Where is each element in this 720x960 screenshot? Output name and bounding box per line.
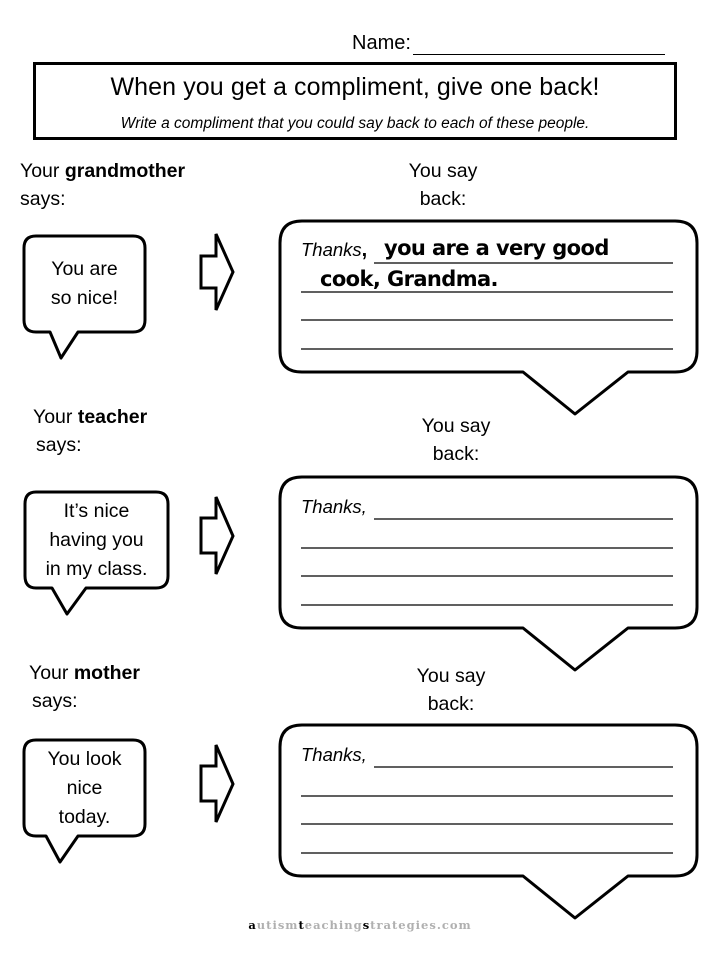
you-say-back-label: You say back: [408, 160, 478, 210]
arrow-right-icon [201, 745, 233, 822]
handwritten-answer-line-1[interactable]: you are a very good [384, 236, 609, 260]
page-title: When you get a compliment, give one back! [110, 73, 600, 101]
name-field[interactable] [352, 32, 665, 55]
thanks-prefix: Thanks, [301, 744, 367, 765]
answer-area-mother[interactable] [301, 744, 367, 766]
handwritten-answer-line-2[interactable]: cook, Grandma. [320, 267, 498, 291]
quote-teacher: It’s nice having you in my class. [45, 500, 148, 580]
you-say-back-label: You say back: [421, 415, 491, 465]
person-label-grandmother: Your grandmother says: [20, 160, 186, 210]
instruction-box [33, 62, 677, 140]
name-blank-line[interactable] [413, 34, 665, 55]
thanks-prefix: Thanks [301, 239, 362, 260]
answer-area-teacher[interactable] [301, 496, 367, 518]
quote-mother: You look nice today. [47, 748, 122, 828]
footer-website: autismteachingstrategies.com [248, 918, 472, 932]
arrow-right-icon [201, 234, 233, 310]
page-subtitle: Write a compliment that you could say back to each of these people. [120, 115, 590, 132]
arrow-right-icon [201, 497, 233, 574]
thanks-prefix: Thanks, [301, 496, 367, 517]
person-label-teacher: Your teacher says: [33, 406, 148, 456]
answer-area-grandmother[interactable]: Thanks, [301, 239, 368, 261]
person-label-mother: Your mother says: [29, 662, 140, 712]
name-label: Name: [352, 32, 411, 54]
you-say-back-label: You say back: [416, 665, 486, 715]
quote-grandmother: You are so nice! [50, 258, 119, 309]
